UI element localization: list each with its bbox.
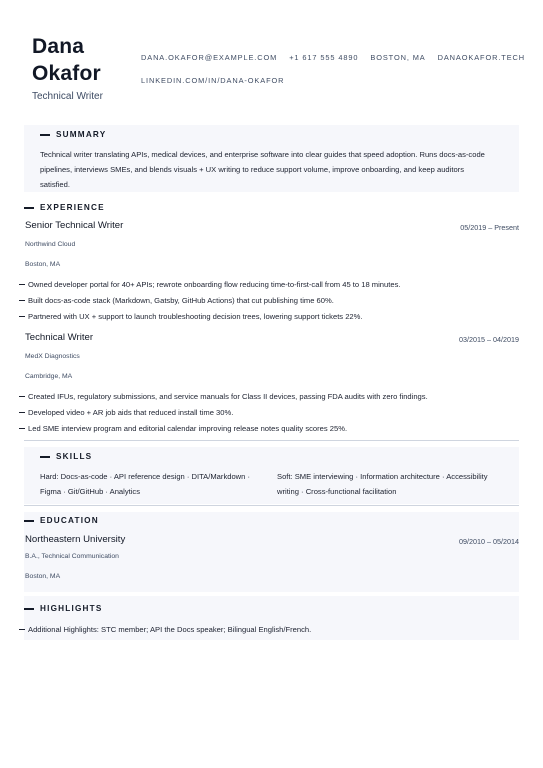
job-date: 03/2015 – 04/2019	[459, 335, 519, 344]
bullet-dash	[19, 316, 25, 317]
job-date: 05/2019 – Present	[460, 223, 519, 232]
bullet-dash	[19, 300, 25, 301]
soft-skills: Soft: SME interviewing · Information architecture · Accessibility writing · Cross-functional facilitation	[277, 472, 488, 496]
candidate-role: Technical Writer	[32, 91, 103, 102]
last-name: Okafor	[32, 62, 101, 85]
candidate-name	[32, 33, 101, 87]
section-title: EDUCATION	[24, 516, 99, 525]
list-item: Developed video + AR job aids that reduced install time 30%.	[19, 408, 233, 417]
section-divider	[24, 505, 519, 506]
summary-text: Technical writer translating APIs, medical devices, and enterprise software into clear guides that speed adoption. Runs docs-as-code pipelines, interviews SMEs, and blends visuals + UX writing to reduce support volume, improve onboarding, and keep auditors satisfied.	[40, 150, 485, 189]
resume-header	[0, 0, 543, 120]
bullet-dash	[19, 428, 25, 429]
contact-location: BOSTON, MA	[370, 53, 426, 62]
contact-email[interactable]: DANA.OKAFOR@EXAMPLE.COM	[141, 53, 278, 62]
section-title: SUMMARY	[40, 130, 106, 139]
section-dash	[24, 608, 34, 610]
skills-section	[24, 447, 519, 504]
section-dash	[24, 207, 34, 209]
bullet-dash	[19, 396, 25, 397]
experience-section	[24, 197, 519, 437]
bullet-dash	[19, 412, 25, 413]
list-item: Owned developer portal for 40+ APIs; rewrote onboarding flow reducing time-to-first-call from 45 to 18 minutes.	[19, 280, 401, 289]
education-date: 09/2010 – 05/2014	[459, 537, 519, 546]
section-dash	[40, 134, 50, 136]
list-item: Led SME interview program and editorial calendar improving release notes quality scores 25%.	[19, 424, 347, 433]
job-company: MedX Diagnostics	[25, 353, 80, 360]
section-title: SKILLS	[40, 452, 92, 461]
section-divider	[24, 440, 519, 441]
list-item: Additional Highlights: STC member; API the Docs speaker; Bilingual English/French.	[19, 625, 311, 634]
section-title: EXPERIENCE	[24, 203, 105, 212]
hard-skills: Hard: Docs-as-code · API reference design · DITA/Markdown · Figma · Git/GitHub · Analytics	[40, 472, 251, 496]
education-section	[24, 512, 519, 592]
list-item: Partnered with UX + support to launch troubleshooting decision trees, lowering support tickets 22%.	[19, 312, 363, 321]
highlights-section	[24, 596, 519, 640]
job-title: Technical Writer	[25, 332, 94, 343]
degree: B.A., Technical Communication	[25, 553, 119, 560]
job-company: Northwind Cloud	[25, 241, 76, 248]
contact-website[interactable]: DANAOKAFOR.TECH	[437, 53, 526, 62]
first-name: Dana	[32, 35, 85, 58]
job-title: Senior Technical Writer	[25, 220, 124, 231]
list-item: Created IFUs, regulatory submissions, and service manuals for Class II devices, passing FDA audits with zero findings.	[19, 392, 428, 401]
bullet-dash	[19, 629, 25, 630]
section-dash	[24, 520, 34, 522]
job-location: Cambridge, MA	[25, 373, 73, 380]
contact-linkedin[interactable]: LINKEDIN.COM/IN/DANA-OKAFOR	[141, 76, 285, 85]
school-name: Northeastern University	[25, 534, 126, 545]
contact-phone[interactable]: +1 617 555 4890	[289, 53, 359, 62]
bullet-dash	[19, 284, 25, 285]
section-dash	[40, 456, 50, 458]
list-item: Built docs-as-code stack (Markdown, Gatsby, GitHub Actions) that cut publishing time 60%.	[19, 296, 334, 305]
section-title: HIGHLIGHTS	[24, 604, 103, 613]
job-location: Boston, MA	[25, 261, 61, 268]
education-location: Boston, MA	[25, 573, 61, 580]
summary-section	[24, 125, 519, 192]
